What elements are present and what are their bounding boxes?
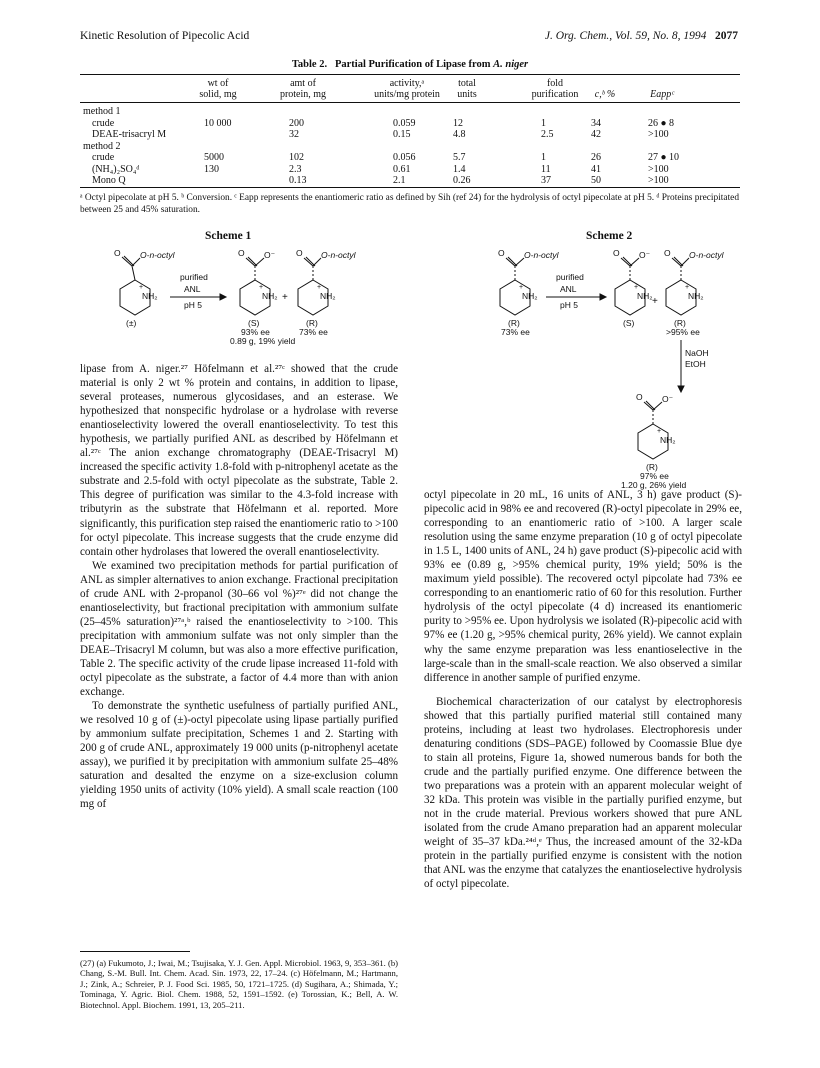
table-row: [80, 141, 740, 152]
table-cell: 10 000: [204, 117, 232, 129]
scheme2-start-label: (R): [508, 318, 520, 328]
table-header-line: solid, mg: [199, 89, 237, 100]
scheme2-reagent-top: purified: [556, 272, 584, 282]
table-row-label: method 2: [83, 140, 121, 152]
scheme2-ester1: O-n-octyl: [524, 250, 559, 260]
table-cell: 41: [591, 163, 601, 175]
table-cell: >100: [648, 129, 669, 140]
table-header-line: units/mg protein: [374, 89, 440, 100]
scheme1-charge2: +: [259, 284, 264, 291]
table-cell: 4.8: [453, 129, 466, 140]
table-header-line: activity,ᵃ: [389, 78, 425, 89]
scheme2-charge3: +: [685, 284, 690, 291]
scheme1-oxyanion: O⁻: [264, 250, 276, 260]
table-header-line: purification: [531, 89, 579, 100]
table-row-label: crude: [92, 117, 115, 129]
table-cell: 1: [541, 117, 546, 129]
journal-name: J. Org. Chem., Vol. 59, No. 8, 1994: [544, 30, 707, 42]
scheme2-title: Scheme 2: [586, 230, 633, 242]
scheme2-final-label: (R): [646, 462, 658, 472]
scheme1-reagent-mid: ANL: [184, 284, 201, 294]
table-cell: 26: [591, 152, 601, 163]
scheme2-nh2-3: NH₂: [688, 291, 704, 301]
table-caption: [0, 59, 820, 70]
table-header-rule: [80, 102, 740, 103]
table-cell: >100: [648, 175, 669, 186]
left-paragraph-2: We examined two precipitation methods for partial purification of ANL as simpler alternatives to anion exchange. Fractional precipitation of crude ANL with 2-propanol (30–66 vol %)²⁷ᵉ did not change the enantioselectivity, but fractional precipitation with ammonium sulfate (25–45% saturation)²⁷ᵃ,ᵇ raised the enantioselectivity to >100. This precipitation with ammonium sulfate was not only simpler than the DEAE–Trisacryl M column, but was also a more effective purification, Table 2. The specific activity of the crude lipase increased 11-fold with octyl pipecolate as the substrate, a factor of 4.4 more than with anion exchange.: [80, 559, 398, 699]
table-row: [80, 129, 740, 140]
journal-citation: [545, 30, 738, 42]
scheme1-reagent-bottom: pH 5: [184, 300, 202, 310]
scheme1-charge3: +: [317, 284, 322, 291]
table-cell: 34: [591, 117, 601, 129]
table-cell: 26 ● 8: [648, 117, 675, 129]
scheme2-final-ee: 97% ee: [640, 471, 669, 481]
table-row-label: DEAE-trisacryl M: [92, 129, 167, 140]
table-cell: >100: [648, 163, 669, 175]
table-row-label: (NH₄)₂SO₄ᵈ: [92, 163, 140, 175]
table-cell: 2.3: [289, 163, 302, 175]
table-cell: 0.13: [289, 175, 307, 186]
page-number: 2077: [715, 30, 738, 42]
table-bottom-rule: [80, 187, 740, 188]
table-cell: 50: [591, 175, 601, 186]
table-row: [80, 118, 740, 129]
scheme2-o2: O: [613, 248, 620, 258]
scheme1-ester2: O-n-octyl: [321, 250, 356, 260]
scheme1-title: Scheme 1: [205, 230, 252, 242]
table-row: [80, 175, 740, 186]
table-top-rule: [80, 74, 740, 75]
scheme1-o2: O: [238, 248, 245, 258]
table-header-line: fold: [546, 78, 564, 89]
scheme2-charge4: +: [657, 428, 662, 435]
scheme1-nh2-3: NH₂: [320, 291, 336, 301]
scheme1-o1: O: [114, 248, 121, 258]
scheme2-charge2: +: [634, 284, 639, 291]
scheme2-oxyanion-final: O⁻: [662, 394, 674, 404]
table-cell: 5000: [204, 152, 224, 163]
left-paragraph-3: To demonstrate the synthetic usefulness of partially purified ANL, we resolved 10 g of (±)-octyl pipecolate using lipase partially purified by ammonium sulfate precipitation, Schemes 1 and 2. Starting with 200 g of crude ANL, approximately 19 000 units (p-nitrophenyl acetate assay), we purified it by precipitation with ammonium sulfate 25–48% saturation and desalted the enzyme on a size-exclusion column yielding 1950 units of activity (10% yield). A small scale reaction (100 mg of: [80, 700, 398, 811]
table-cell: 5.7: [453, 152, 466, 163]
scheme2-nh2-2: NH₂: [637, 291, 653, 301]
table-header-line: Eappᶜ: [650, 89, 674, 100]
scheme1-reagent-top: purified: [180, 272, 208, 282]
table-number: Table 2.: [291, 59, 328, 70]
table-cell: 42: [591, 129, 601, 140]
scheme2-o4: O: [636, 392, 643, 402]
table-cell: 37: [541, 175, 551, 186]
table-header-line: amt of: [290, 78, 316, 89]
right-paragraph-2: Biochemical characterization of our catalyst by electrophoresis showed that this partially purified material still contained many proteins, including at least two hydrolases. Electrophoresis under denaturing conditions (SDS–PAGE) followed by Coomassie Blue dye to stain all proteins, Figure 1a, showed numerous bands for both the crude and the partially purified enzyme. One difference between the two preparations was a protein with an apparent molecular weight of 32 kDa. This protein was visible in the partially purified enzyme, but not in the crude material. Previous workers showed that pure ANL isolated from the crude Amano preparation had an apparent molecular weight of 35–37 kDa.²⁴ᵈ,ᵉ Thus, the increased amount of the 32-kDa protein in the partially purified enzyme is consistent with the notion that ANL was the enzyme that catalyzes the enantioselective hydrolysis of octyl pipecolate.: [424, 695, 742, 891]
table-header-line: wt of: [207, 78, 229, 89]
scheme2-reagent-bottom: pH 5: [560, 300, 578, 310]
scheme1-s-label: (S): [248, 318, 260, 328]
scheme2-o1: O: [498, 248, 505, 258]
scheme1-r-ee: 73% ee: [299, 327, 328, 337]
table-cell: 2.5: [541, 129, 554, 140]
table-cell: 1.4: [453, 163, 466, 175]
table-cell: 0.056: [393, 152, 416, 163]
table-row-label: crude: [92, 152, 115, 163]
table-header-cell: [258, 78, 348, 100]
scheme2-start-ee: 73% ee: [501, 327, 530, 337]
scheme2-o3: O: [664, 248, 671, 258]
running-header: Kinetic Resolution of Pipecolic Acid: [80, 30, 250, 42]
right-column: [424, 488, 742, 891]
scheme2-reagent-etoh: EtOH: [685, 359, 706, 369]
table-header-cell: [622, 89, 702, 100]
table-header-line: c,ᵇ %: [594, 89, 616, 100]
table-header-line: total: [458, 78, 476, 89]
scheme1-s-ee: 93% ee: [241, 327, 270, 337]
scheme1-plus: +: [282, 292, 288, 303]
scheme1-r-label: (R): [306, 318, 318, 328]
scheme2-drawing: [470, 246, 770, 496]
scheme2-reagent-mid: ANL: [560, 284, 577, 294]
scheme2-prod-s-label: (S): [623, 318, 635, 328]
left-paragraph-1: lipase from A. niger.²⁷ Höfelmann et al.²⁷ᶜ showed that the crude material is only 2 wt % protein and contains, in addition to lipase, several proteases, numerous glycosidases, and an esterase. We hypothesized that nonspecific hydrolase or a hydrolase with reverse enantioselectivity lowered the overall enantioselectivity. To test this hypothesis, we partially purified ANL as described by Höfelmann et al.²⁷ᶜ The anion exchange chromatography (DEAE-Trisacryl M) increased the specific activity 1.8-fold with p-nitrophenyl acetate as the substrate and 2.5-fold with octyl pipecolate as the substrate, Table 2. This degree of purification was similar to the 4.3-fold increase with tributyrin as the substrate that Höfelmann et al. reported. More significantly, this purification step raised the enantiomeric ratio to >100 for octyl pipecolate. This increase suggests that the crude enzyme did contain other hydrolases that lowered the overall enantioselectivity.: [80, 363, 398, 558]
table-cell: 11: [541, 163, 551, 175]
table-cell: 12: [453, 117, 463, 129]
scheme2-prod-r-ee: >95% ee: [666, 327, 700, 337]
table-row: [80, 164, 740, 175]
scheme1-racemic: (±): [126, 318, 137, 328]
scheme1-nh2-2: NH₂: [262, 291, 278, 301]
scheme2-final-yield: 1.20 g, 26% yield: [621, 480, 687, 490]
scheme2-reagent-naoh: NaOH: [685, 348, 709, 358]
scheme1-charge1: +: [139, 284, 144, 291]
table-header-line: protein, mg: [279, 89, 327, 100]
references: (27) (a) Fukumoto, J.; Iwai, M.; Tsujisaka, Y. J. Gen. Appl. Microbiol. 1963, 9, 353–361. (b) Chang, S.-M. Bull. Int. Chem. Acad. Sin. 1973, 22, 17–24. (c) Höfelmann, M.; Hartmann, J.; Zink, A.; Schreier, P. J. Food Sci. 1985, 50, 1721–1725. (d) Sugihara, A.; Shimada, Y.; Tominaga, Y. Agric. Biol. Chem. 1988, 52, 1591–1592. (e) Torossian, K.; Bell, A. W. Biotechnol. Appl. Biochem. 1991, 13, 205–211.: [80, 958, 398, 1010]
scheme1-ester1: O-n-octyl: [140, 250, 175, 260]
table-cell: 130: [204, 163, 219, 175]
table-header-line: units: [457, 89, 477, 100]
table-cell: 2.1: [393, 175, 406, 186]
scheme2-nh2-1: NH₂: [522, 291, 538, 301]
scheme1-nh2-1: NH₂: [142, 291, 158, 301]
scheme2-prod-r-label: (R): [674, 318, 686, 328]
table-header-cell: [178, 78, 258, 100]
table-cell: 1: [541, 152, 546, 163]
table-row-label: method 1: [83, 106, 121, 117]
scheme2-charge1: +: [519, 284, 524, 291]
table-cell: 27 ● 10: [648, 152, 680, 163]
scheme1-drawing: [80, 246, 410, 346]
table-row: [80, 106, 740, 117]
table-cell: 0.61: [393, 163, 411, 175]
scheme2-plus: +: [652, 296, 658, 307]
table-row-label: Mono Q: [92, 175, 126, 186]
scheme2-nh2-4: NH₂: [660, 435, 676, 445]
table-title: Partial Purification of Lipase from: [334, 59, 491, 70]
right-paragraph-1: octyl pipecolate in 20 mL, 16 units of ANL, 3 h) gave product (S)-pipecolic acid in 98% ee and recovered (R)-octyl pipecolate in 29% ee, corresponding to an enantiomeric ratio of >100. A larger scale resolution using the same enzyme preparation (10 g of octyl pipecolate in 1.5 L, 1400 units of ANL, 24 h) gave product (S)-pipecolic acid with 93% ee (0.89 g, >95% chemical purity, 19% yield; 50% is the maximum yield possible). The recovered octyl pipcolate had 73% ee corresponding to an enantiomeric ratio of 60 for this resolution. Further hydrolysis of the octyl pipecolate (4 d) increased its enantiomeric purity to >95% ee. Upon hydrolysis we isolated (R)-pipecolic acid with 97% ee (1.20 g, >95% chemical purity, 26% yield). We cannot explain why the same enzyme preparation was less enantioselective in the large-scale than in the small-scale reaction. We also observed a similar difference in another sample of purified enzyme.: [424, 489, 742, 684]
scheme2-ester2: O-n-octyl: [689, 250, 724, 260]
table-footnotes: ᵃ Octyl pipecolate at pH 5. ᵇ Conversion. ᶜ Eapp represents the enantiomeric ratio as defined by Sih (ref 24) for the hydrolysis of octyl pipecolate at pH 5. ᵈ Proteins precipitated between 25 and 45% saturation.: [80, 193, 740, 215]
table-row: [80, 152, 740, 163]
left-column: [80, 362, 398, 812]
scheme1-o3: O: [296, 248, 303, 258]
table-cell: 200: [289, 117, 304, 129]
scheme1-s-yield: 0.89 g, 19% yield: [230, 336, 296, 346]
table-species: A. niger: [493, 59, 529, 70]
table-cell: 32: [289, 129, 299, 140]
table-header-cell: [437, 78, 497, 100]
table-cell: 102: [289, 152, 304, 163]
references-rule: [80, 951, 190, 952]
scheme2-oxyanion: O⁻: [639, 250, 651, 260]
table-cell: 0.26: [453, 175, 471, 186]
table-cell: 0.059: [393, 117, 416, 129]
table-cell: 0.15: [393, 129, 411, 140]
